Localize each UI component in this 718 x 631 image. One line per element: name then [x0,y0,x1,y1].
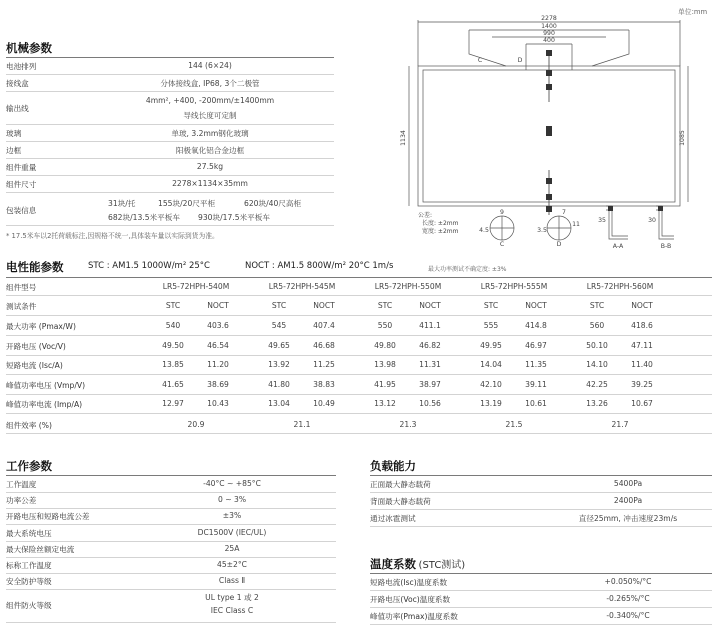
divider [6,175,334,176]
electrical-cell: 550 [377,321,393,330]
divider [6,524,336,525]
electrical-cell: 13.26 [586,399,608,408]
electrical-cell: 42.10 [480,379,502,389]
efficiency-560: 21.7 [611,420,629,429]
unit-label: 单位:mm [678,8,708,16]
electrical-cell: 41.80 [268,379,290,389]
detail-dim-1: 4.5 [479,227,489,234]
electrical-cell: 13.92 [268,360,290,369]
operating-value: 0 ~ 3% [217,495,247,504]
divider [6,622,336,623]
divider [6,374,712,375]
cond-noct: NOCT [525,301,547,310]
temperature-title-suffix: (STC测试) [418,560,466,571]
electrical-cell: 49.50 [162,340,184,350]
divider [6,589,336,590]
mechanical-title: 机械参数 [6,41,52,55]
electrical-cell: 13.19 [480,399,502,408]
model-560: LR5-72HPH-560M [586,282,654,291]
operating-label: 开路电压和短路电流公差 [6,512,90,521]
electrical-cell: 11.40 [631,360,653,369]
cond-noct: NOCT [313,301,335,310]
cond-noct: NOCT [419,301,441,310]
divider [6,475,336,476]
load-label: 正面最大静态载荷 [370,480,431,489]
divider [6,394,712,395]
electrical-cell: 49.95 [480,340,502,350]
electrical-cell: 560 [589,321,605,330]
efficiency-label: 组件效率 (%) [6,421,52,430]
operating-value-line2: IEC Class C [210,606,254,615]
electrical-cell: 39.25 [631,379,653,389]
cond-stc: STC [377,301,393,310]
electrical-cell: 11.20 [207,360,229,369]
efficiency-545: 21.1 [293,420,311,429]
electrical-row-label: 最大功率 (Pmax/W) [6,322,76,331]
electrical-cell: 50.10 [586,340,608,350]
noct-condition: NOCT : AM1.5 800W/m² 20°C 1m/s [245,261,394,271]
temperature-title: 温度系数 [370,557,416,571]
divider [6,225,334,226]
cond-noct: NOCT [631,301,653,310]
divider [6,192,334,193]
electrical-cell: 14.04 [480,360,502,369]
electrical-row-label: 开路电压 (Voc/V) [6,341,66,351]
divider [6,541,336,542]
electrical-cell: 14.10 [586,360,608,369]
divider [6,315,712,316]
electrical-cell: 46.68 [313,340,335,350]
load-label: 通过冰雹测试 [370,514,416,523]
dim-1134: 1134 [400,130,407,146]
electrical-cell: 46.54 [207,340,229,350]
mech-label-cells: 电池排列 [6,62,37,71]
mech-value-size: 2278×1134×35mm [172,179,248,188]
temperature-label: 短路电流(Isc)温度系数 [370,578,448,587]
mech-label-frame: 边框 [6,146,22,155]
load-label: 背面最大静态载荷 [370,497,431,506]
mech-label-weight: 组件重量 [6,163,37,172]
electrical-cell: 540 [165,321,181,330]
cond-noct: NOCT [207,301,229,310]
model-545: LR5-72HPH-545M [268,282,336,291]
electrical-cell: 545 [271,321,287,330]
mech-value-cells: 144 (6×24) [188,61,232,70]
electrical-cell: 38.69 [207,379,229,389]
operating-value: ±3% [222,511,242,520]
operating-title: 工作参数 [6,459,52,473]
mech-label-packaging: 包装信息 [6,206,37,215]
efficiency-550: 21.3 [399,420,417,429]
electrical-cell: 39.11 [525,379,547,389]
mech-value-cable-note: 导线长度可定制 [183,111,237,120]
detail-aa: A-A [612,243,624,250]
load-value: 直径25mm, 冲击速度23m/s [578,514,678,523]
electrical-cell: 10.67 [631,399,653,408]
divider [370,509,712,510]
dim-2278: 2278 [541,15,557,22]
divider [6,158,334,159]
electrical-cell: 555 [483,321,499,330]
detail-dim-3: 3.5 [537,227,547,234]
mech-label-glass: 玻璃 [6,129,22,138]
cond-stc: STC [271,301,287,310]
operating-value: 45±2°C [217,560,247,569]
operating-label: 功率公差 [6,496,37,505]
packaging-40ft: 620块/40尺高柜 [244,199,302,208]
cond-stc: STC [483,301,499,310]
divider [6,433,712,434]
electrical-cell: 13.12 [374,399,396,408]
operating-label: 最大系统电压 [6,529,52,538]
dim-1400: 1400 [541,23,557,30]
electrical-row-label: 峰值功率电流 (Imp/A) [6,400,83,409]
electrical-cell: 41.95 [374,379,396,389]
electrical-cell: 47.11 [631,340,653,350]
detail-d: D [556,241,562,248]
temperature-label: 开路电压(Voc)温度系数 [370,595,451,604]
mech-value-junction: 分体接线盒, IP68, 3个二极管 [160,79,260,88]
divider [6,295,712,296]
operating-label: 安全防护等级 [6,577,52,586]
operating-value: -40°C ~ +85°C [203,479,261,488]
dim-1085: 1085 [679,130,686,146]
divider [6,141,334,142]
detail-c: C [499,241,505,248]
dim-400: 400 [543,37,555,44]
electrical-cell: 49.65 [268,340,290,350]
electrical-cell: 418.6 [631,321,653,330]
divider [370,475,712,476]
marker-c: C [477,57,483,64]
efficiency-555: 21.5 [505,420,523,429]
electrical-cell: 403.6 [207,321,229,330]
electrical-cell: 13.04 [268,399,290,408]
detail-dim-6: 35 [598,217,606,224]
detail-dim-5: 11 [572,221,580,228]
divider [6,413,712,414]
temperature-value: -0.340%/°C [606,611,650,620]
divider [370,526,712,527]
load-value: 5400Pa [613,479,643,488]
tolerance-title: 公差: [418,212,433,219]
cond-stc: STC [589,301,605,310]
detail-dim-2: 9 [500,209,504,216]
divider [6,335,712,336]
dim-990: 990 [543,30,555,37]
module-drawing [396,10,718,250]
packaging-20ft: 155块/20尺平柜 [158,199,216,208]
electrical-cell: 11.35 [525,360,547,369]
operating-value: UL type 1 或 2 [205,593,259,602]
cond-stc: STC [165,301,181,310]
divider [370,590,712,591]
electrical-cell: 411.1 [419,321,441,330]
operating-value: DC1500V (IEC/UL) [197,528,267,537]
electrical-cell: 13.98 [374,360,396,369]
electrical-cell: 11.25 [313,360,335,369]
temperature-value: +0.050%/°C [604,577,652,586]
electrical-cell: 10.61 [525,399,547,408]
mech-value-weight: 27.5kg [196,162,224,171]
divider [6,355,712,356]
divider [370,573,712,574]
divider [6,557,336,558]
divider [6,492,336,493]
mech-label-junction: 接线盒 [6,79,29,88]
mech-label-size: 组件尺寸 [6,180,37,189]
temperature-label: 峰值功率(Pmax)温度系数 [370,612,458,621]
electrical-cell: 10.43 [207,399,229,408]
electrical-cell: 46.82 [419,340,441,350]
electrical-cell: 407.4 [313,321,335,330]
electrical-cell: 414.8 [525,321,547,330]
model-555: LR5-72HPH-555M [480,282,548,291]
electrical-title: 电性能参数 [6,260,64,274]
divider [370,492,712,493]
electrical-cell: 49.80 [374,340,396,350]
electrical-cell: 10.49 [313,399,335,408]
test-condition-label: 测试条件 [6,302,37,311]
divider [6,57,334,58]
electrical-cell: 46.97 [525,340,547,350]
mech-value-frame: 阳极氧化铝合金边框 [175,146,245,155]
tolerance-length: 长度: ±2mm [422,220,459,227]
mech-note: * 17.5米车以2托荷载标注,因规格不统一,具体装车量以实际到货为准。 [6,232,219,240]
electrical-row-label: 峰值功率电压 (Vmp/V) [6,380,86,390]
operating-value: Class Ⅱ [218,576,246,585]
divider [6,277,712,278]
divider [6,91,334,92]
electrical-cell: 10.56 [419,399,441,408]
load-value: 2400Pa [613,496,643,505]
operating-label: 工作温度 [6,480,37,489]
operating-label: 组件防火等级 [6,601,52,610]
stc-condition: STC : AM1.5 1000W/m² 25°C [88,261,210,271]
model-550: LR5-72HPH-550M [374,282,442,291]
operating-label: 最大保险丝额定电流 [6,545,75,554]
divider [6,508,336,509]
electrical-cell: 41.65 [162,379,184,389]
temperature-value: -0.265%/°C [606,594,650,603]
efficiency-540: 20.9 [187,420,205,429]
operating-value: 25A [224,544,240,553]
measurement-note: 最大功率测试不确定度: ±3% [428,266,507,273]
model-header-label: 组件型号 [6,283,37,292]
electrical-cell: 38.83 [313,379,335,389]
operating-label: 标称工作温度 [6,561,52,570]
divider [370,624,712,625]
load-title: 负载能力 [370,459,416,473]
marker-d: D [517,57,523,64]
divider [6,573,336,574]
mech-value-glass: 单玻, 3.2mm钢化玻璃 [171,129,249,138]
divider [370,607,712,608]
packaging-13m: 682块/13.5米平板车 [108,213,180,222]
electrical-row-label: 短路电流 (Isc/A) [6,361,63,370]
electrical-cell: 38.97 [419,379,441,389]
detail-dim-4: 7 [562,209,566,216]
temperature-title-group [370,556,465,572]
detail-bb: B-B [660,243,672,250]
electrical-cell: 13.85 [162,360,184,369]
divider [6,74,334,75]
packaging-pallet: 31块/托 [108,199,136,208]
divider [6,124,334,125]
tolerance-width: 宽度: ±2mm [422,228,459,235]
detail-dim-7: 30 [648,217,656,224]
electrical-cell: 42.25 [586,379,608,389]
packaging-17m: 930块/17.5米平板车 [198,213,270,222]
electrical-cell: 12.97 [162,399,184,408]
model-540: LR5-72HPH-540M [162,282,230,291]
electrical-cell: 11.31 [419,360,441,369]
mech-value-cable: 4mm², +400, -200mm/±1400mm [145,96,275,105]
mech-label-cable: 输出线 [6,104,29,113]
